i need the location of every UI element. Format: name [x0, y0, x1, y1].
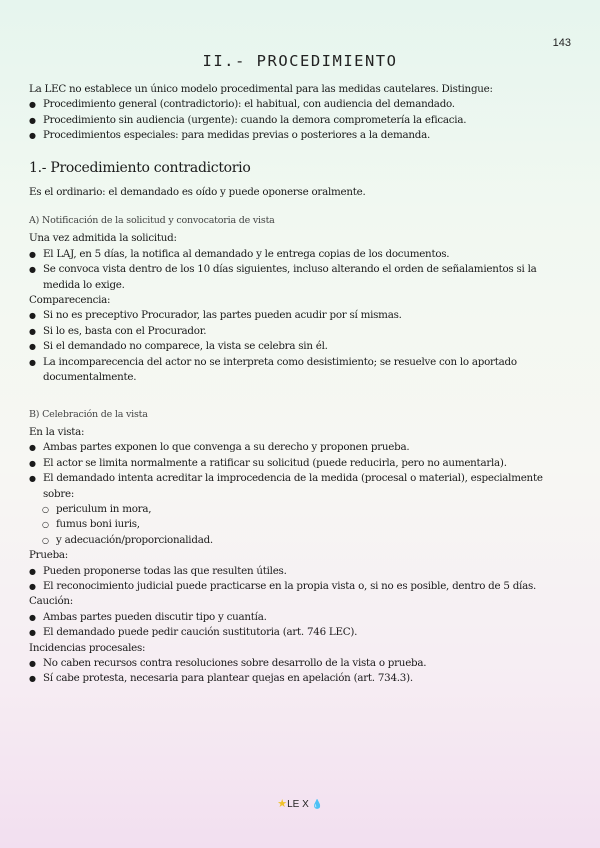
sub-list-item: ○ fumus boni iuris,: [29, 517, 564, 532]
list-item: ● Sí cabe protesta, necesaria para plantear quejas en apelación (art. 734.3).: [29, 671, 564, 686]
list-item: ● El demandado puede pedir caución sustitutoria (art. 746 LEC).: [29, 625, 564, 640]
page-number: 143: [552, 37, 571, 49]
list-item: ● El demandado intenta acreditar la improcedencia de la medida (procesal o material), especialmente sobre:: [29, 471, 564, 502]
list-item: ● Si no es preceptivo Procurador, las partes pueden acudir por sí mismas.: [29, 308, 564, 323]
list-item: ● El reconocimiento judicial puede practicarse en la propia vista o, si no es posible, dentro de 5 días.: [29, 579, 564, 594]
page-title: II.- PROCEDIMIENTO: [202, 52, 398, 70]
lead-text: En la vista:: [29, 425, 85, 438]
footer-text: LE X: [287, 799, 309, 810]
list-item: ● Procedimiento general (contradictorio): el habitual, con audiencia del demandado.: [29, 97, 564, 112]
sub-list-item: ○ periculum in mora,: [29, 502, 564, 517]
section-heading: 1.- Procedimiento contradictorio: [29, 159, 251, 176]
lead-text: Comparecencia:: [29, 294, 111, 307]
list-item: ● Si el demandado no comparece, la vista se celebra sin él.: [29, 339, 564, 354]
lead-text: Incidencias procesales:: [29, 641, 146, 654]
section-desc: Es el ordinario: el demandado es oído y puede oponerse oralmente.: [29, 185, 366, 198]
sub-list-item: ○ y adecuación/proporcionalidad.: [29, 533, 564, 548]
star-icon: ★: [277, 798, 288, 810]
list-item: ● Si lo es, basta con el Procurador.: [29, 324, 564, 339]
drop-icon: 💧: [311, 799, 323, 809]
list: [29, 564, 564, 595]
list-item: ● Procedimientos especiales: para medidas previas o posteriores a la demanda.: [29, 128, 564, 143]
list: [29, 656, 564, 687]
intro-list: [29, 97, 564, 143]
list-item: ● Se convoca vista dentro de los 10 días siguientes, incluso alterando el orden de señalamientos si la medida lo exige.: [29, 262, 564, 293]
list: [29, 610, 564, 641]
list-item: ● No caben recursos contra resoluciones sobre desarrollo de la vista o prueba.: [29, 656, 564, 671]
lead-text: Caución:: [29, 595, 74, 608]
list: [29, 308, 564, 385]
lead-text: Una vez admitida la solicitud:: [29, 232, 177, 245]
footer-logo: [0, 797, 600, 810]
list-item: ● Ambas partes exponen lo que convenga a su derecho y proponen prueba.: [29, 440, 564, 455]
list: [29, 440, 564, 548]
list: [29, 247, 564, 293]
document-body: [29, 82, 564, 687]
subsection-heading: A) Notificación de la solicitud y convocatoria de vista: [29, 215, 275, 227]
lead-text: Prueba:: [29, 549, 69, 562]
list-item: ● El actor se limita normalmente a ratificar su solicitud (puede reducirla, pero no aumentarla).: [29, 456, 564, 471]
list-item: ● El LAJ, en 5 días, la notifica al demandado y le entrega copias de los documentos.: [29, 247, 564, 262]
intro-text: La LEC no establece un único modelo procedimental para las medidas cautelares. Distingue:: [29, 83, 493, 95]
list-item: ● Procedimiento sin audiencia (urgente): cuando la demora comprometería la eficacia.: [29, 113, 564, 128]
subsection-heading: B) Celebración de la vista: [29, 408, 148, 420]
list-item: ● Ambas partes pueden discutir tipo y cuantía.: [29, 610, 564, 625]
list-item: ● La incomparecencia del actor no se interpreta como desistimiento; se resuelve con lo aportado documentalmente.: [29, 355, 564, 386]
list-item: ● Pueden proponerse todas las que resulten útiles.: [29, 564, 564, 579]
